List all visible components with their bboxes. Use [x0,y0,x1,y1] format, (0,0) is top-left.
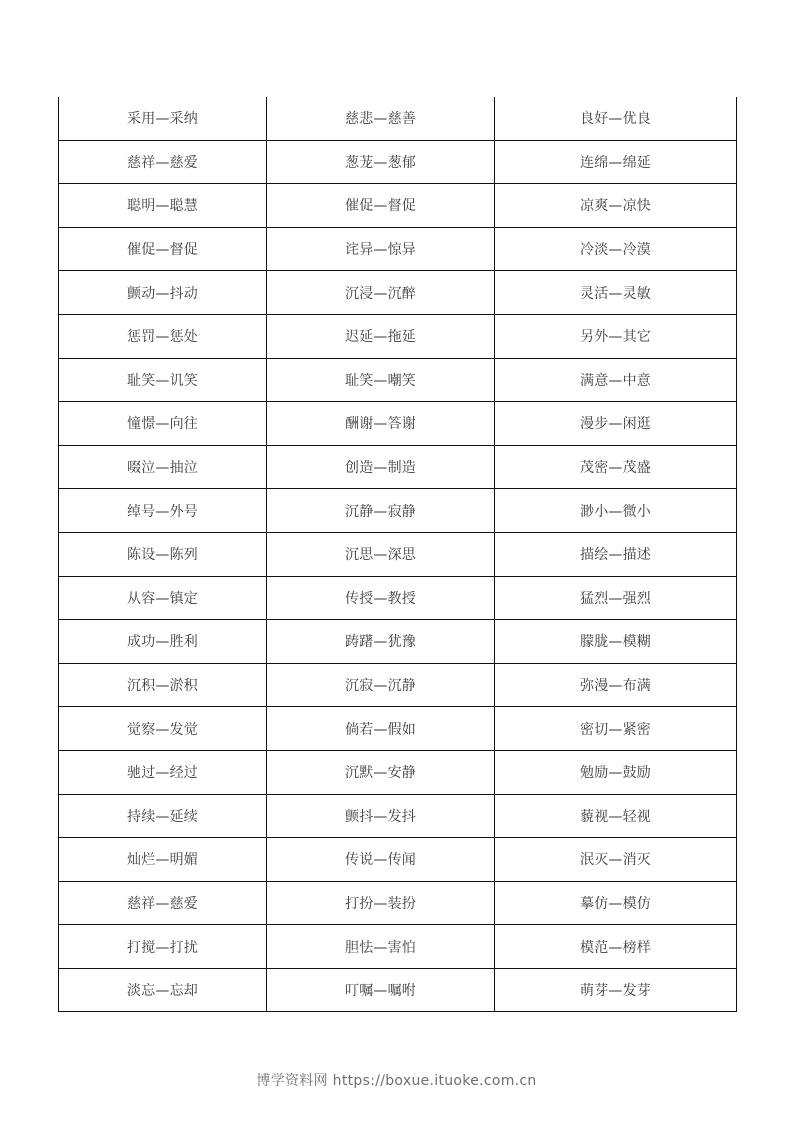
synonym-pair: 灿烂—明媚 [127,852,198,869]
table-row [59,968,737,1012]
synonym-pair: 另外—其它 [580,329,651,346]
synonym-pair: 耻笑—嘲笑 [345,372,416,389]
table-cell [59,271,267,315]
table-cell [495,794,737,838]
table-cell [267,184,495,228]
table-cell [495,620,737,664]
table-row [59,750,737,794]
synonym-table-body [59,97,737,1012]
synonym-pair: 勉励—鼓励 [580,765,651,782]
table-cell [495,184,737,228]
synonym-pair: 诧异—惊异 [345,242,416,259]
synonym-pair: 胆怯—害怕 [345,939,416,956]
synonym-pair: 沉浸—沉醉 [345,285,416,302]
synonym-pair: 弥漫—布满 [580,678,651,695]
synonym-pair: 聪明—聪慧 [127,198,198,215]
table-cell [59,358,267,402]
table-row [59,532,737,576]
table-cell [59,489,267,533]
synonym-pair: 淡忘—忘却 [127,983,198,1000]
synonym-pair: 猛烈—强烈 [580,590,651,607]
synonym-pair: 漫步—闲逛 [580,416,651,433]
synonym-pair: 葱茏—葱郁 [345,154,416,171]
table-cell [267,314,495,358]
table-cell [59,750,267,794]
table-cell [59,576,267,620]
table-cell [59,881,267,925]
table-cell [495,314,737,358]
synonym-table [58,97,737,1012]
synonym-pair: 藐视—轻视 [580,808,651,825]
table-cell [59,402,267,446]
synonym-pair: 沉静—寂静 [345,503,416,520]
table-cell [267,97,495,140]
table-cell [59,445,267,489]
synonym-pair: 从容—镇定 [127,590,198,607]
table-cell [495,968,737,1012]
table-cell [267,489,495,533]
table-row [59,881,737,925]
synonym-pair: 打扮—装扮 [345,895,416,912]
table-cell [59,620,267,664]
table-cell [495,750,737,794]
table-row [59,184,737,228]
synonym-pair: 慈祥—慈爱 [127,154,198,171]
synonym-pair: 惩罚—惩处 [127,329,198,346]
synonym-pair: 良好—优良 [580,111,651,128]
table-cell [267,620,495,664]
synonym-pair: 憧憬—向往 [127,416,198,433]
synonym-pair: 渺小—微小 [580,503,651,520]
table-row [59,707,737,751]
table-cell [267,968,495,1012]
table-cell [267,445,495,489]
table-row [59,838,737,882]
table-row [59,794,737,838]
table-cell [495,881,737,925]
table-cell [495,358,737,402]
table-cell [495,663,737,707]
table-row [59,402,737,446]
table-row [59,576,737,620]
table-cell [59,925,267,969]
synonym-pair: 慈祥—慈爱 [127,895,198,912]
table-cell [59,314,267,358]
table-cell [59,227,267,271]
table-cell [267,140,495,184]
synonym-pair: 耻笑—讥笑 [127,372,198,389]
synonym-pair: 茂密—茂盛 [580,460,651,477]
table-cell [59,968,267,1012]
table-cell [495,271,737,315]
table-cell [495,140,737,184]
synonym-pair: 成功—胜利 [127,634,198,651]
table-cell [59,532,267,576]
synonym-pair: 沉思—深思 [345,547,416,564]
table-cell [267,925,495,969]
synonym-pair: 叮嘱—嘱咐 [345,983,416,1000]
table-cell [59,184,267,228]
synonym-pair: 绰号—外号 [127,503,198,520]
synonym-pair: 觉察—发觉 [127,721,198,738]
table-row [59,314,737,358]
synonym-pair: 打搅—打扰 [127,939,198,956]
table-cell [267,750,495,794]
table-row [59,489,737,533]
table-row [59,358,737,402]
footer-watermark: 博学资料网 https://boxue.ituoke.com.cn [256,1073,537,1089]
synonym-pair: 慈悲—慈善 [345,111,416,128]
synonym-pair: 泯灭—消灭 [580,852,651,869]
table-cell [267,838,495,882]
synonym-pair: 催促—督促 [127,242,198,259]
synonym-pair: 模范—榜样 [580,939,651,956]
table-cell [267,663,495,707]
synonym-pair: 沉默—安静 [345,765,416,782]
table-cell [495,925,737,969]
synonym-pair: 满意—中意 [580,372,651,389]
synonym-pair: 连绵—绵延 [580,154,651,171]
table-cell [267,794,495,838]
table-cell [267,576,495,620]
synonym-pair: 萌芽—发芽 [580,983,651,1000]
table-cell [495,402,737,446]
table-cell [59,838,267,882]
table-cell [267,532,495,576]
table-cell [267,402,495,446]
synonym-pair: 灵活—灵敏 [580,285,651,302]
synonym-pair: 酬谢—答谢 [345,416,416,433]
table-cell [267,881,495,925]
table-row [59,620,737,664]
synonym-pair: 凉爽—凉快 [580,198,651,215]
table-cell [495,707,737,751]
synonym-pair: 朦胧—模糊 [580,634,651,651]
table-cell [495,576,737,620]
synonym-pair: 摹仿—模仿 [580,895,651,912]
table-cell [495,838,737,882]
synonym-pair: 倘若—假如 [345,721,416,738]
table-cell [495,532,737,576]
synonym-pair: 密切—紧密 [580,721,651,738]
table-row [59,445,737,489]
synonym-pair: 催促—督促 [345,198,416,215]
synonym-pair: 迟延—拖延 [345,329,416,346]
synonym-pair: 传说—传闻 [345,852,416,869]
synonym-pair: 持续—延续 [127,808,198,825]
synonym-pair: 沉积—淤积 [127,678,198,695]
table-cell [59,663,267,707]
table-row [59,227,737,271]
synonym-pair: 沉寂—沉静 [345,678,416,695]
table-cell [495,97,737,140]
table-cell [267,227,495,271]
table-cell [495,445,737,489]
table-cell [267,271,495,315]
synonym-pair: 冷淡—冷漠 [580,242,651,259]
synonym-pair: 啜泣—抽泣 [127,460,198,477]
synonym-pair: 驰过—经过 [127,765,198,782]
synonym-pair: 传授—教授 [345,590,416,607]
synonym-pair: 颤抖—发抖 [345,808,416,825]
table-row [59,271,737,315]
synonym-pair: 颤动—抖动 [127,285,198,302]
table-cell [59,794,267,838]
synonym-pair: 采用—采纳 [127,111,198,128]
table-row [59,663,737,707]
table-row [59,925,737,969]
table-cell [267,707,495,751]
table-row [59,97,737,140]
synonym-pair: 陈设—陈列 [127,547,198,564]
table-cell [59,707,267,751]
table-cell [59,97,267,140]
table-cell [495,489,737,533]
table-cell [267,358,495,402]
table-row [59,140,737,184]
synonym-pair: 创造—制造 [345,460,416,477]
table-cell [59,140,267,184]
table-cell [495,227,737,271]
synonym-pair: 描绘—描述 [580,547,651,564]
synonym-pair: 踌躇—犹豫 [345,634,416,651]
